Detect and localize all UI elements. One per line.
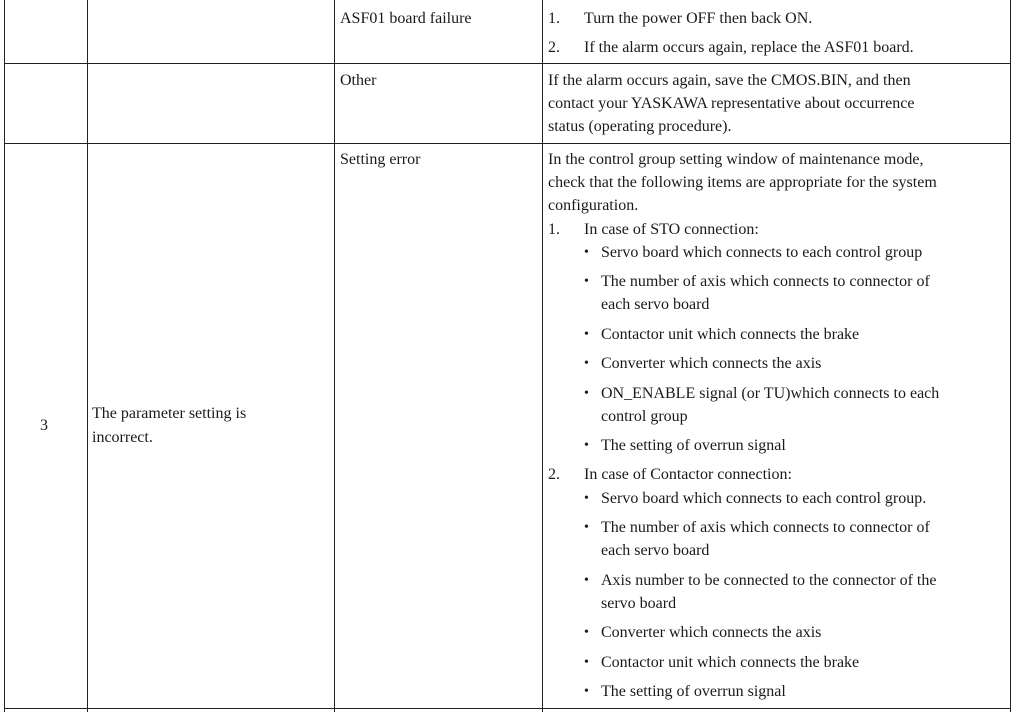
bullet-icon: • — [584, 684, 589, 699]
row-divider — [4, 63, 1011, 64]
bullet-text: Contactor unit which connects the brake — [601, 654, 860, 671]
cause-item: Other — [340, 72, 377, 89]
row-divider — [4, 143, 1011, 144]
row-divider — [4, 708, 1011, 709]
bullet-text: control group — [601, 408, 688, 425]
group-title: In case of Contactor connection: — [584, 466, 792, 483]
bullet-icon: • — [584, 438, 589, 453]
step-text: Turn the power OFF then back ON. — [584, 10, 813, 27]
group-number: 1. — [548, 221, 560, 238]
bullet-text: each servo board — [601, 542, 710, 559]
bullet-text: each servo board — [601, 296, 710, 313]
bullet-text: Converter which connects the axis — [601, 355, 822, 372]
bullet-text: The number of axis which connects to connector of — [601, 519, 930, 536]
column-divider — [542, 0, 543, 712]
group-title: In case of STO connection: — [584, 221, 759, 238]
step-number: 2. — [548, 39, 560, 56]
cause-description: incorrect. — [92, 429, 153, 446]
intro-text: configuration. — [548, 197, 639, 214]
bullet-text: Servo board which connects to each control group — [601, 244, 923, 261]
bullet-text: ON_ENABLE signal (or TU)which connects to each — [601, 385, 940, 402]
bullet-text: The number of axis which connects to connector of — [601, 273, 930, 290]
intro-text: check that the following items are appropriate for the system — [548, 174, 937, 191]
bullet-icon: • — [584, 655, 589, 670]
remedy-text: status (operating procedure). — [548, 118, 732, 135]
column-divider — [4, 0, 5, 712]
row-number: 3 — [40, 417, 48, 434]
bullet-text: Servo board which connects to each control group. — [601, 490, 927, 507]
step-text: If the alarm occurs again, replace the ASF01 board. — [584, 39, 914, 56]
remedy-text: contact your YASKAWA representative about occurrence — [548, 95, 915, 112]
bullet-text: servo board — [601, 595, 677, 612]
bullet-icon: • — [584, 625, 589, 640]
column-divider — [87, 0, 88, 712]
bullet-text: Converter which connects the axis — [601, 624, 822, 641]
cause-description: The parameter setting is — [92, 405, 247, 422]
bullet-icon: • — [584, 573, 589, 588]
bullet-icon: • — [584, 274, 589, 289]
bullet-icon: • — [584, 356, 589, 371]
bullet-icon: • — [584, 386, 589, 401]
cause-item: Setting error — [340, 151, 421, 168]
bullet-icon: • — [584, 520, 589, 535]
bullet-icon: • — [584, 491, 589, 506]
intro-text: In the control group setting window of maintenance mode, — [548, 151, 924, 168]
bullet-icon: • — [584, 327, 589, 342]
remedy-text: If the alarm occurs again, save the CMOS.BIN, and then — [548, 72, 911, 89]
bullet-text: The setting of overrun signal — [601, 437, 786, 454]
group-number: 2. — [548, 466, 560, 483]
bullet-text: The setting of overrun signal — [601, 683, 786, 700]
column-divider — [334, 0, 335, 712]
bullet-text: Contactor unit which connects the brake — [601, 326, 860, 343]
bullet-icon: • — [584, 245, 589, 260]
step-number: 1. — [548, 10, 560, 27]
cause-item: ASF01 board failure — [340, 10, 472, 27]
column-divider — [1010, 0, 1011, 712]
bullet-text: Axis number to be connected to the connector of the — [601, 572, 937, 589]
